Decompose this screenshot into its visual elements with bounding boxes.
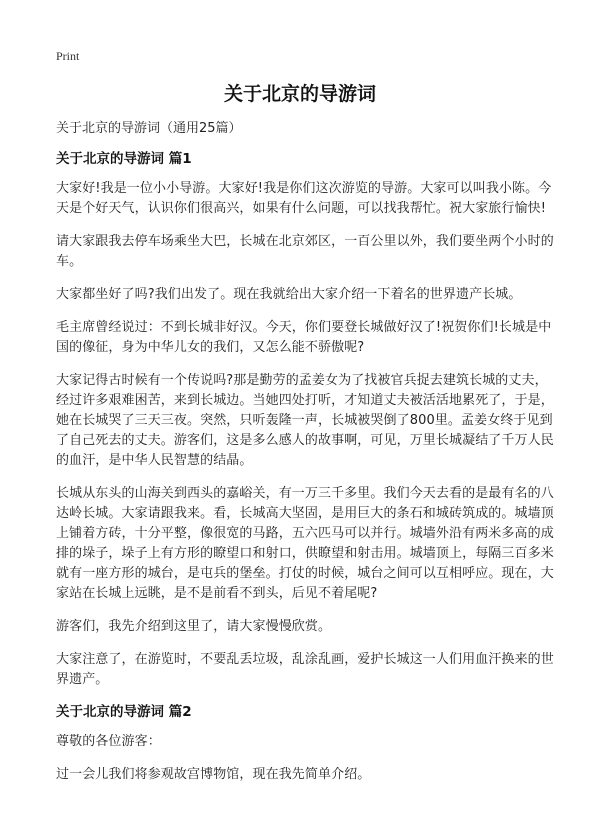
document-subtitle: 关于北京的导游词（通用25篇） (56, 121, 242, 136)
paragraph: 长城从东头的山海关到西头的嘉峪关，有一万三千多里。我们今天去看的是最有名的八达岭长城。大家请跟我来。看，长城高大坚固，是用巨大的条石和城砖筑成的。城墙顶上铺着方砖，十分平整，像很宽的马路，五六匹马可以并行。城墙外沿有两米多高的成排的垛子，垛子上有方形的瞭望口和射口，供瞭望和射击用。城墙顶上，每隔三百多米就有一座方形的城台，是屯兵的堡垒。打仗的时候，城台之间可以互相呼应。现在，大家站在长城上远眺，是不是前看不到头，后见不着尾呢? (56, 486, 554, 601)
paragraph: 过一会儿我们将参观故宫博物馆，现在我先简单介绍。 (56, 767, 371, 782)
paragraph: 游客们，我先介绍到这里了，请大家慢慢欣赏。 (56, 619, 332, 634)
paragraph: 大家都坐好了吗?我们出发了。现在我就给出大家介绍一下着名的世界遗产长城。 (56, 287, 522, 302)
page-title: 关于北京的导游词 (223, 83, 376, 105)
paragraph: 大家记得古时候有一个传说吗?那是勤劳的孟姜女为了找被官兵捉去建筑长城的丈夫，经过许多艰难困苦，来到长城边。当她四处打听，才知道丈夫被活活地累死了，于是，她在长城哭了三天三夜。突然，只听轰隆一声，长城被哭倒了800里。孟姜女终于见到了自己死去的丈夫。游客们，这是多么感人的故事啊，可见，万里长城凝结了千万人民的血汗，是中华人民智慧的结晶。 (56, 373, 554, 468)
section-heading-1: 关于北京的导游词 篇1 (56, 151, 192, 167)
section-heading-2: 关于北京的导游词 篇2 (56, 704, 192, 720)
print-label: Print (56, 49, 80, 63)
paragraph: 大家好!我是一位小小导游。大家好!我是你们这次游览的导游。大家可以叫我小陈。今天是个好天气，认识你们很高兴，如果有什么问题，可以找我帮忙。祝大家旅行愉快! (56, 181, 552, 216)
paragraph: 请大家跟我去停车场乘坐大巴，长城在北京郊区，一百公里以外，我们要坐两个小时的车。 (56, 234, 554, 269)
paragraph: 尊敬的各位游客： (56, 734, 161, 749)
paragraph: 毛主席曾经说过：不到长城非好汉。今天，你们要登长城做好汉了!祝贺你们!长城是中国的像征，身为中华儿女的我们，又怎么能不骄傲呢? (56, 320, 552, 355)
paragraph: 大家注意了，在游览时，不要乱丢垃圾，乱涂乱画，爱护长城这一人们用血汗换来的世界遗产。 (56, 652, 554, 687)
document-body (56, 119, 556, 798)
